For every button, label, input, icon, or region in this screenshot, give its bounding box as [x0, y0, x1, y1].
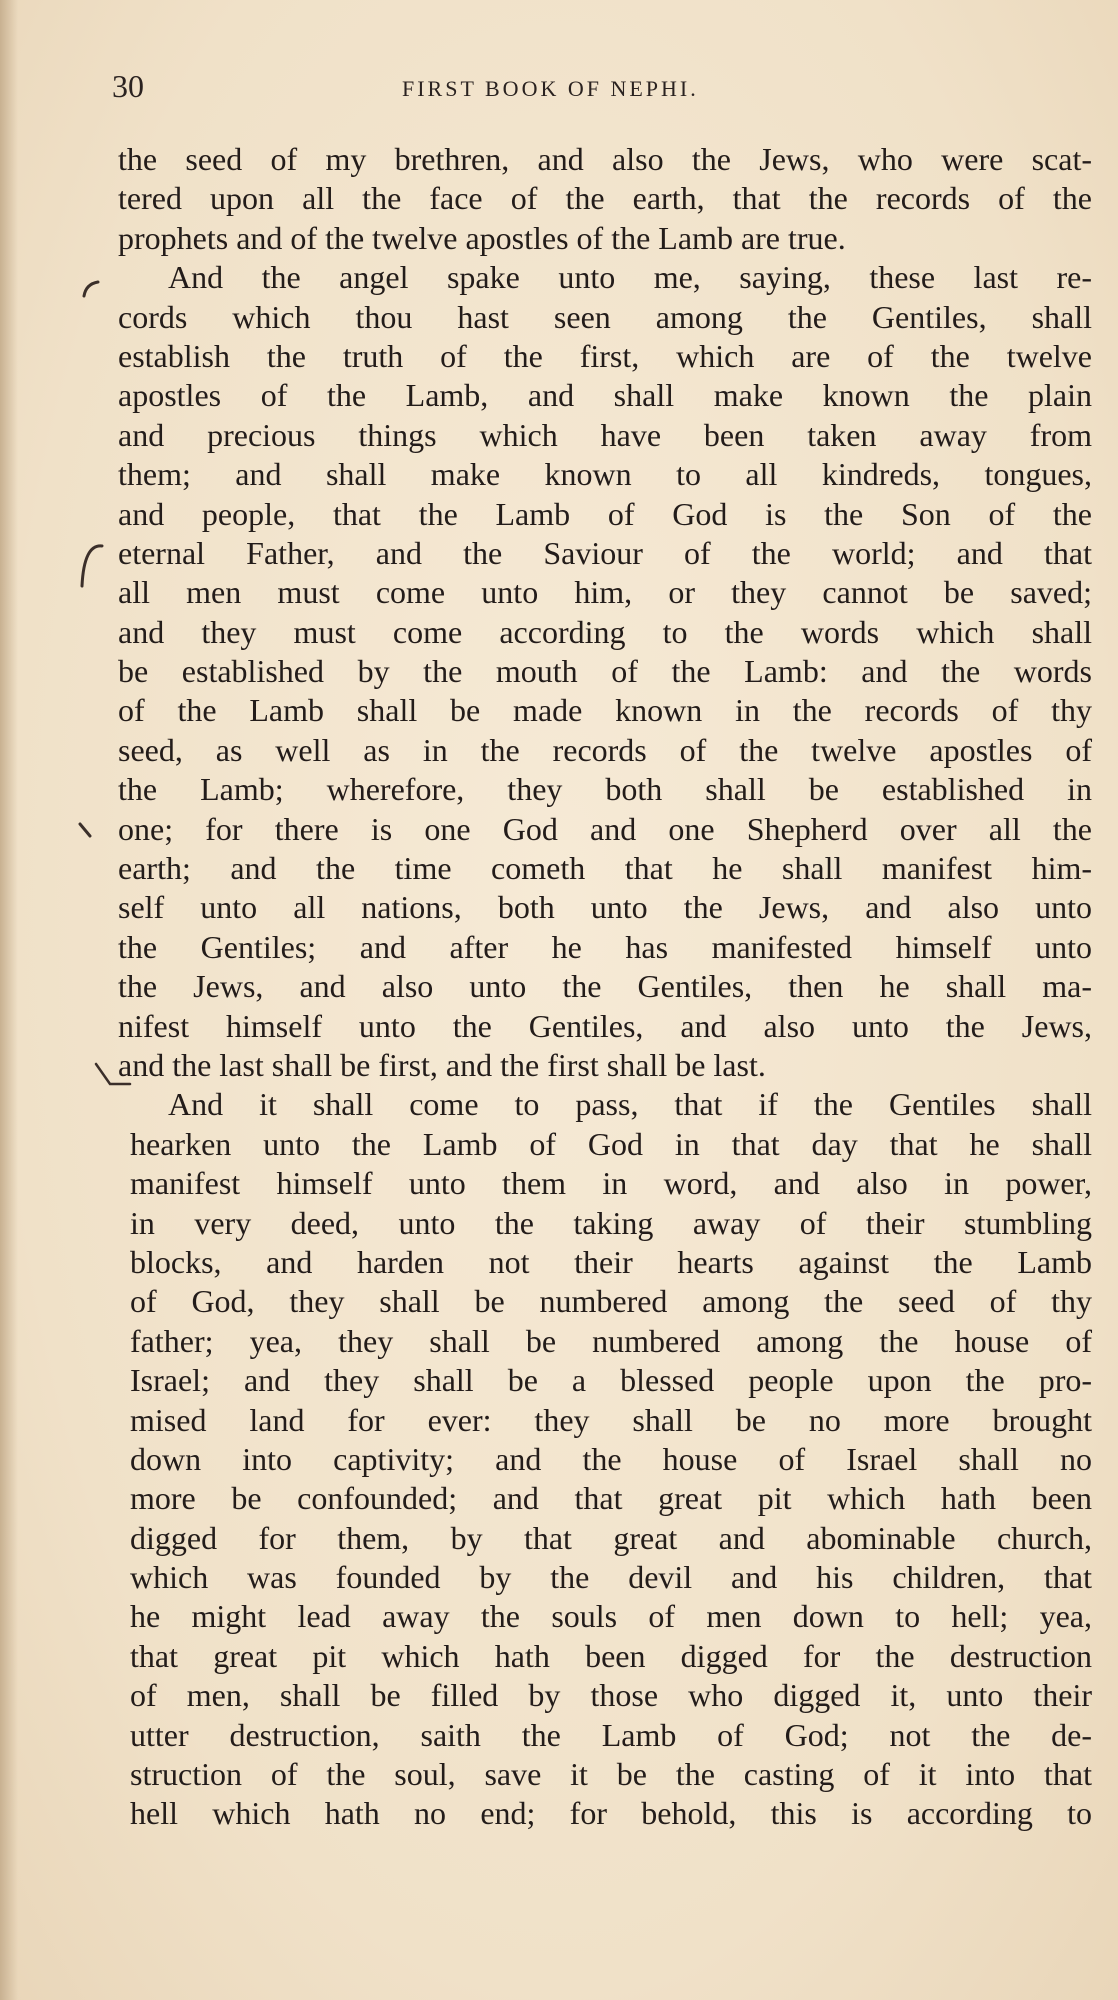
text-line: earth; and the time cometh that he shall manifest him- — [118, 850, 1092, 887]
text-line: he might lead away the souls of men down to hell; yea, — [130, 1598, 1092, 1635]
text-line: manifest himself unto them in word, and also in power, — [130, 1165, 1092, 1202]
text-line: And the angel spake unto me, saying, these last re- — [168, 259, 1092, 296]
paragraph-2 — [118, 258, 1092, 1085]
text-line: digged for them, by that great and abominable church, — [130, 1519, 1092, 1556]
running-head: FIRST BOOK OF NEPHI. — [402, 76, 699, 101]
text-line: mised land for ever: they shall be no more brought — [130, 1401, 1092, 1438]
text-line: of men, shall be filled by those who digged it, unto their — [130, 1677, 1092, 1714]
text-line: And it shall come to pass, that if the Gentiles shall — [168, 1086, 1092, 1123]
text-line: one; for there is one God and one Shepherd over all the — [118, 810, 1092, 847]
text-line: of the Lamb shall be made known in the records of thy — [118, 692, 1092, 729]
text-line: seed, as well as in the records of the twelve apostles of — [118, 731, 1092, 768]
page-header — [112, 68, 1092, 108]
margin-mark-bracket-2 — [72, 540, 106, 590]
text-line: of God, they shall be numbered among the seed of thy — [130, 1283, 1092, 1320]
paragraph-3 — [118, 1085, 1092, 1833]
text-line: cords which thou hast seen among the Gentiles, shall — [118, 298, 1092, 335]
text-line: tered upon all the face of the earth, that the records of the — [118, 180, 1092, 217]
text-line: and people, that the Lamb of God is the Son of the — [118, 495, 1092, 532]
text-line: apostles of the Lamb, and shall make known the plain — [118, 377, 1092, 414]
text-line: which was founded by the devil and his children, that — [130, 1559, 1092, 1596]
text-line: the Gentiles; and after he has manifested himself unto — [118, 928, 1092, 965]
text-line: them; and shall make known to all kindreds, tongues, — [118, 456, 1092, 493]
text-line: the seed of my brethren, and also the Jews, who were scat- — [118, 141, 1092, 177]
body-text — [118, 140, 1092, 1834]
text-line: utter destruction, saith the Lamb of God; not the de- — [130, 1716, 1092, 1753]
text-line: and precious things which have been taken away from — [118, 416, 1092, 453]
text-line: down into captivity; and the house of Israel shall no — [130, 1440, 1092, 1477]
text-line: the Jews, and also unto the Gentiles, then he shall ma- — [118, 968, 1092, 1005]
text-line: and they must come according to the words which shall — [118, 613, 1092, 650]
page-number: 30 — [112, 68, 144, 104]
text-line: and the last shall be first, and the first shall be last. — [118, 1046, 766, 1083]
text-line: that great pit which hath been digged for the destruction — [130, 1637, 1092, 1674]
text-line: hell which hath no end; for behold, this is according to — [130, 1795, 1092, 1832]
text-line: nifest himself unto the Gentiles, and also unto the Jews, — [118, 1007, 1092, 1044]
text-line: eternal Father, and the Saviour of the world; and that — [118, 534, 1092, 571]
text-line: struction of the soul, save it be the casting of it into that — [130, 1756, 1092, 1793]
text-line: Israel; and they shall be a blessed people upon the pro- — [130, 1362, 1092, 1399]
text-line: father; yea, they shall be numbered among the house of — [130, 1322, 1092, 1359]
margin-mark-tick-1 — [76, 820, 98, 842]
text-line: more be confounded; and that great pit which hath been — [130, 1480, 1092, 1517]
text-line: self unto all nations, both unto the Jews, and also unto — [118, 889, 1092, 926]
text-line: in very deed, unto the taking away of their stumbling — [130, 1204, 1092, 1241]
text-line: hearken unto the Lamb of God in that day that he shall — [130, 1125, 1092, 1162]
margin-mark-bracket-1 — [76, 278, 104, 302]
text-line: be established by the mouth of the Lamb: and the words — [118, 653, 1092, 690]
spine-shadow — [0, 0, 18, 2000]
text-line: the Lamb; wherefore, they both shall be established in — [118, 771, 1092, 808]
text-line: blocks, and harden not their hearts against the Lamb — [130, 1243, 1092, 1280]
text-line: all men must come unto him, or they cannot be saved; — [118, 574, 1092, 611]
text-line: establish the truth of the first, which are of the twelve — [118, 337, 1092, 374]
paragraph-1 — [118, 140, 1092, 258]
text-line: prophets and of the twelve apostles of the Lamb are true. — [118, 219, 846, 256]
